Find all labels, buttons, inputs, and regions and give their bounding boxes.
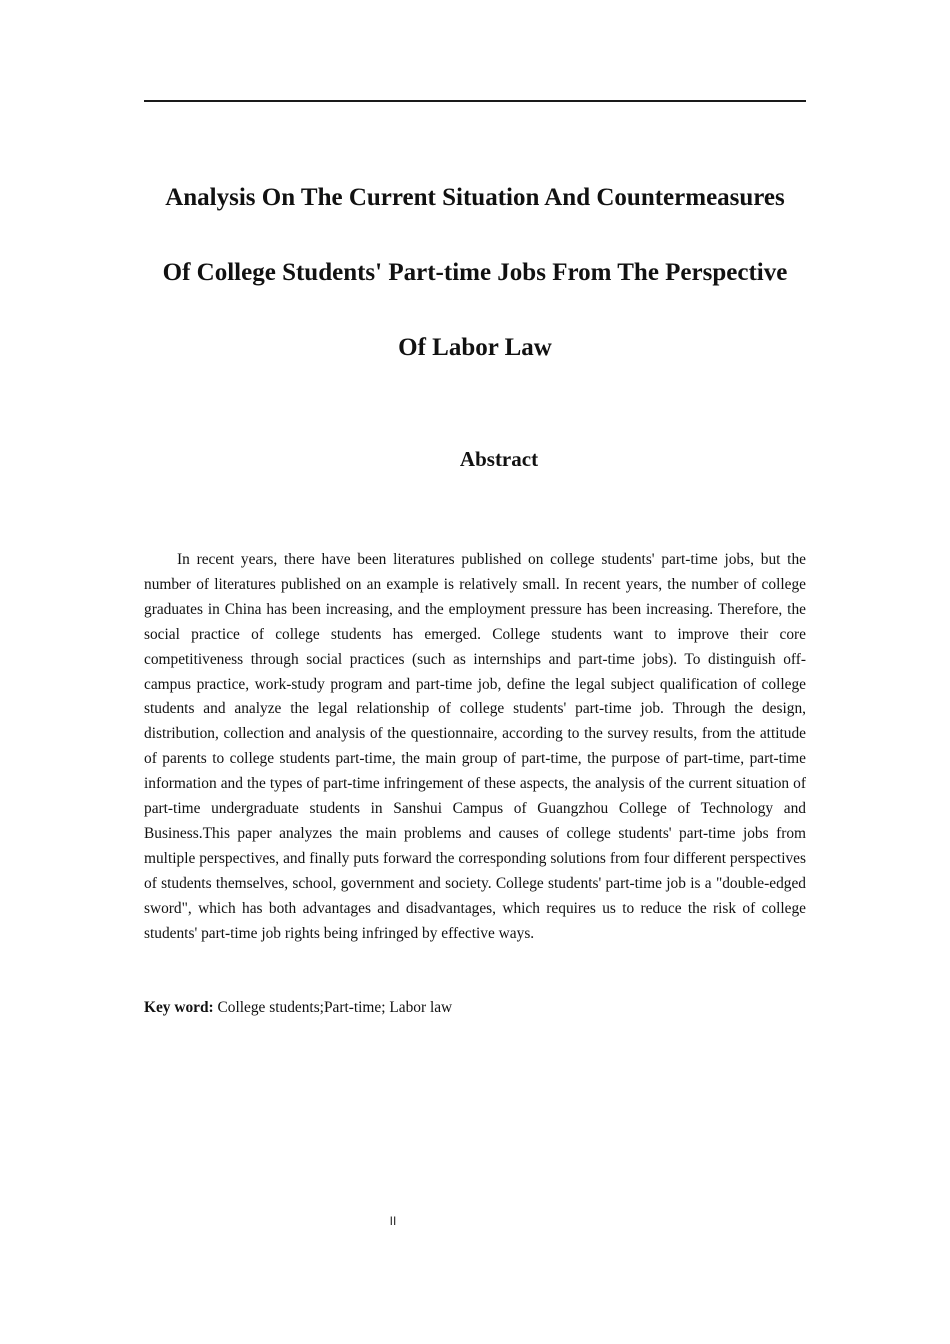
- abstract-heading: Abstract: [459, 447, 539, 471]
- page-number: II: [389, 1214, 397, 1228]
- title-line-2: Of College Students' Part-time Jobs From The Perspective: [162, 259, 788, 286]
- paper-title: [140, 160, 810, 385]
- title-line-1: Analysis On The Current Situation And Countermeasures: [165, 184, 785, 211]
- title-line-3: Of Labor Law: [398, 334, 552, 361]
- abstract-body: In recent years, there have been literatures published on college students' part-time jobs, but the number of literatures published on an example is relatively small. In recent years, the number of college graduates in China has been increasing, and the employment pressure has been increasing. Therefore, the social practice of college students has emerged. College students want to improve their core competitiveness through social practices (such as internships and part-time jobs). To distinguish off-campus practice, work-study program and part-time job, define the legal subject qualification of college students and analyze the legal relationship of college students' part-time job. Through the design, distribution, collection and analysis of the questionnaire, according to the survey results, from the attitude of parents to college students part-time, the main group of part-time, the purpose of part-time, part-time information and the types of part-time infringement of these aspects, the analysis of the current situation of part-time undergraduate students in Sanshui Campus of Guangzhou College of Technology and Business.This paper analyzes the main problems and causes of college students' part-time jobs from multiple perspectives, and finally puts forward the corresponding solutions from four different perspectives of students themselves, school, government and society. College students' part-time job is a "double-edged sword", which has both advantages and disadvantages, which requires us to reduce the risk of college students' part-time job rights being infringed by effective ways.: [144, 551, 806, 942]
- keywords-value: College students;Part-time; Labor law: [213, 999, 453, 1016]
- keywords-label: Key word:: [144, 999, 214, 1016]
- header-rule: [144, 100, 806, 102]
- keywords: [144, 995, 806, 1020]
